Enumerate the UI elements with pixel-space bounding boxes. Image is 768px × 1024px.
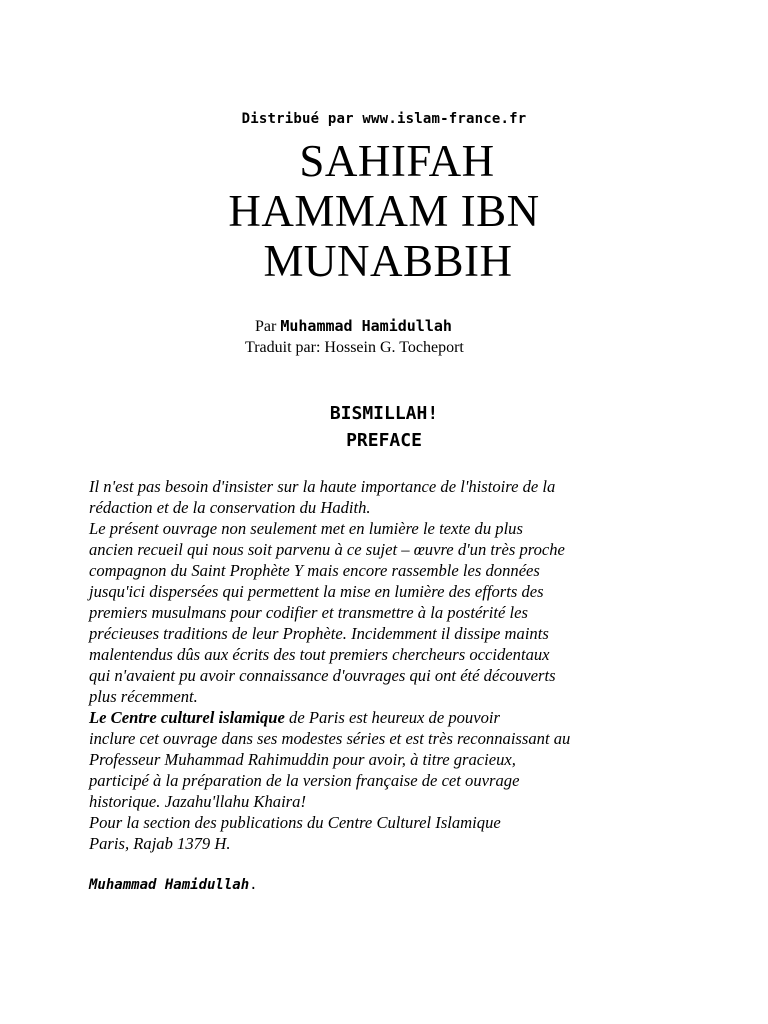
preface-line: Pour la section des publications du Centre Culturel Islamique <box>89 813 501 832</box>
title-line-1: SAHIFAH <box>299 136 495 186</box>
signature <box>89 877 258 893</box>
title-line-2: HAMMAM IBN <box>228 186 540 236</box>
byline-prefix: Par <box>255 318 277 335</box>
preface-line: rédaction et de la conservation du Hadith. <box>89 498 371 517</box>
preface-line: Il n'est pas besoin d'insister sur la haute importance de l'histoire de la <box>89 477 556 496</box>
author-byline <box>255 317 452 336</box>
translator-line: Traduit par: Hossein G. Tocheport <box>245 339 464 356</box>
document-title <box>0 136 768 286</box>
preface-line: malentendus dûs aux écrits des tout premiers chercheurs occidentaux <box>89 645 550 664</box>
centre-name: Le Centre culturel islamique <box>89 708 285 727</box>
section-headings <box>0 400 768 454</box>
preface-line: qui n'avaient pu avoir connaissance d'ouvrages qui ont été découverts <box>89 666 556 685</box>
preface-line: Le présent ouvrage non seulement met en lumière le texte du plus <box>89 519 523 538</box>
title-line-3: MUNABBIH <box>263 236 513 286</box>
preface-line: premiers musulmans pour codifier et transmettre à la postérité les <box>89 603 528 622</box>
preface-line: précieuses traditions de leur Prophète. Incidemment il dissipe maints <box>89 624 549 643</box>
preface-line: plus récemment. <box>89 687 198 706</box>
bismillah-heading: BISMILLAH! <box>329 403 439 424</box>
preface-line: Professeur Muhammad Rahimuddin pour avoir, à titre gracieux, <box>89 750 516 769</box>
preface-line: ancien recueil qui nous soit parvenu à ce sujet – œuvre d'un très proche <box>89 540 565 559</box>
distribution-line: Distribué par www.islam-france.fr <box>241 111 527 127</box>
preface-heading: PREFACE <box>346 430 422 451</box>
centre-line-rest: de Paris est heureux de pouvoir <box>284 708 500 727</box>
preface-line: participé à la préparation de la version française de cet ouvrage <box>89 771 520 790</box>
preface-line: jusqu'ici dispersées qui permettent la mise en lumière des efforts des <box>89 582 544 601</box>
centre-line <box>89 707 689 728</box>
signature-punct: . <box>249 877 258 893</box>
preface-line: compagnon du Saint Prophète Y mais encore rassemble les données <box>89 561 540 580</box>
preface-line: historique. Jazahu'llahu Khaira! <box>89 792 306 811</box>
preface-line: inclure cet ouvrage dans ses modestes séries et est très reconnaissant au <box>89 729 571 748</box>
signature-name: Muhammad Hamidullah <box>89 877 250 893</box>
preface-body <box>89 476 689 854</box>
author-name: Muhammad Hamidullah <box>280 317 452 335</box>
preface-line: Paris, Rajab 1379 H. <box>89 834 231 853</box>
